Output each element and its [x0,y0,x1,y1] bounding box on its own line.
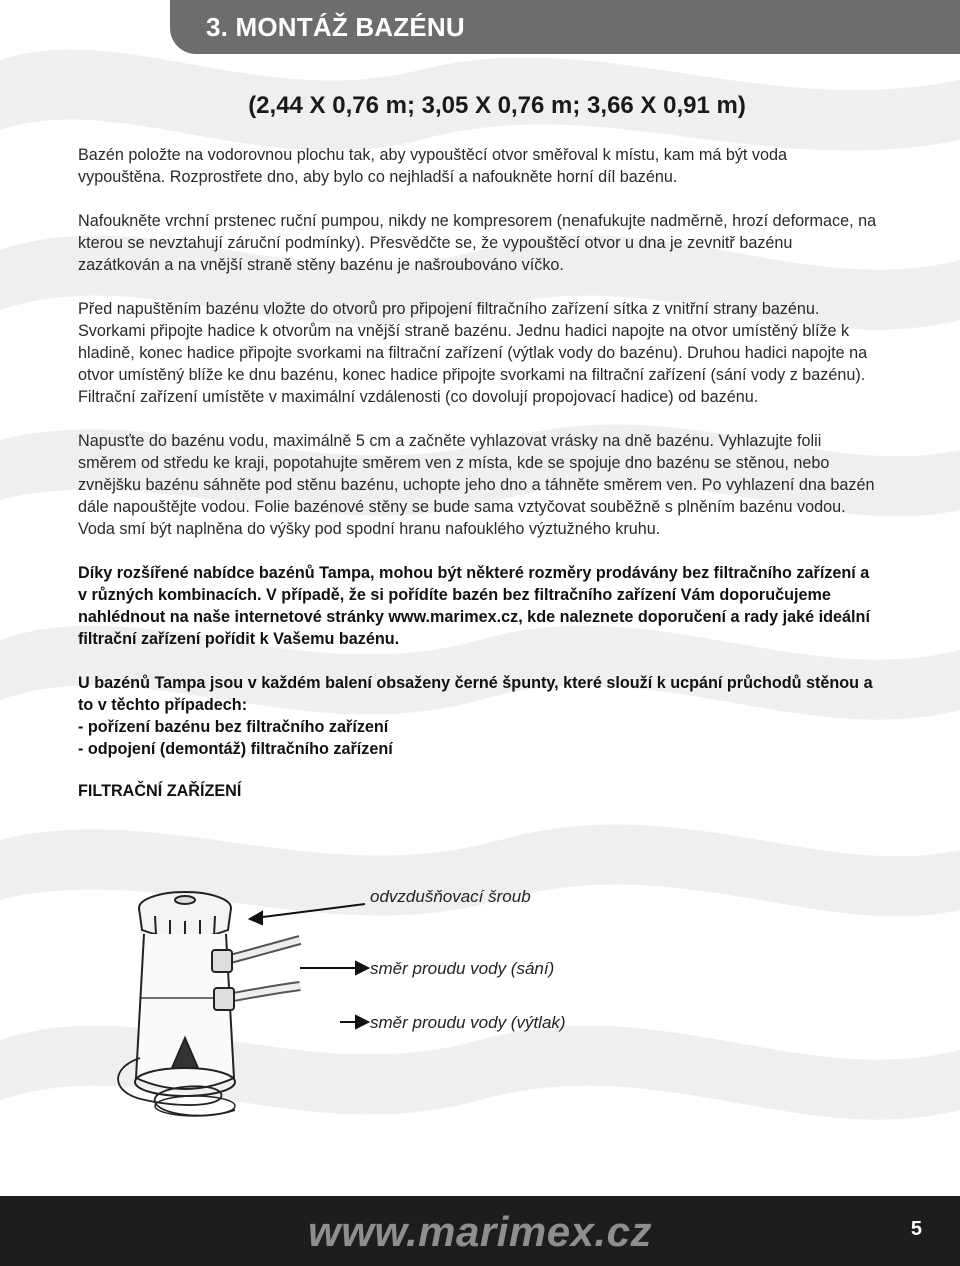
label-suction: směr proudu vody (sání) [370,959,555,978]
section-title: 3. MONTÁŽ BAZÉNU [206,12,465,42]
paragraph-hoses: Před napuštěním bazénu vložte do otvorů pro připojení filtračního zařízení sítka z vnitřní strany bazénu. Svorkami připojte hadice k otvorům na vnější straně bazénu. Jednu hadici napojte na otvor umístěný blíže k hladině, konec hadice připojte svorkami na filtrační zařízení (výtlak vody do bazénu). Druhou hadici napojte na otvor umístěný blíže ke dnu bazénu, konec hadice připojte svorkami na filtrační zařízení (sání vody z bazénu). Filtrační zařízení umístěte v maximální vzdálenosti (co dovolují propojovací hadice) od bazénu. [78,300,868,406]
page-number: 5 [910,1218,922,1240]
paragraph-placement: Bazén položte na vodorovnou plochu tak, aby vypouštěcí otvor směřoval k místu, kam má být voda vypouštěna. Rozprostřete dno, aby bylo co nejhladší a nafoukněte horní díl bazénu. [78,146,788,186]
paragraph-filling: Napusťte do bazénu vodu, maximálně 5 cm a začněte vyhlazovat vrásky na dně bazénu. Vyhlazujte folii směrem od středu ke kraji, popotahujte směrem ven z místa, kde se spojuje dno bazénu se stěnou, nebo zvnějšku bazénu sáhněte pod stěnu bazénu, uchopte jeho dno a táhněte směrem ven. Po vyhlazení dna bazén dále napouštějte vodou. Folie bazénové stěny se bude sama vztyčovat souběžně s plněním bazénu vodou. Voda smí být naplněna do výšky pod spodní hranu nafouklého výztužného kruhu. [78,432,875,538]
plugs-block [78,672,878,760]
paragraph-inflation: Nafoukněte vrchní prstenec ruční pumpou, nikdy ne kompresorem (nenafukujte nadměrně, hrozí deformace, na kterou se nevztahují záruční podmínky). Přesvědčte se, že vypouštěcí otvor u dna je zevnitř bazénu zazátkován a na vnější straně stěny bazénu je našroubováno víčko. [78,212,877,274]
label-vent-screw: odvzdušňovací šroub [370,887,531,906]
plugs-item: - odpojení (demontáž) filtračního zařízení [78,740,393,758]
plugs-intro: U bazénů Tampa jsou v každém balení obsaženy černé špunty, které slouží k ucpání průchodů stěnou a to v těchto případech: [78,674,873,714]
filter-heading: FILTRAČNÍ ZAŘÍZENÍ [78,782,242,800]
section-header [170,0,960,54]
plugs-item: - pořízení bazénu bez filtračního zařízení [78,718,389,736]
pool-dimensions-subtitle: (2,44 X 0,76 m; 3,05 X 0,76 m; 3,66 X 0,91 m) [248,92,746,119]
paragraph-tampa-notice: Díky rozšířené nabídce bazénů Tampa, mohou být některé rozměry prodávány bez filtračního zařízení a v různých kombinacích. V případě, že si pořídíte bazén bez filtračního zařízení Vám doporučujeme nahlédnout na naše internetové stránky www.marimex.cz, kde naleznete doporučení a rady jaké ideální filtrační zařízení pořídit k Vašemu bazénu. [78,564,870,648]
footer-website[interactable]: www.marimex.cz [308,1208,652,1255]
label-discharge: směr proudu vody (výtlak) [370,1013,566,1032]
main-content [78,92,878,801]
callout-arrows [240,880,370,1040]
footer-bar [0,1196,960,1266]
